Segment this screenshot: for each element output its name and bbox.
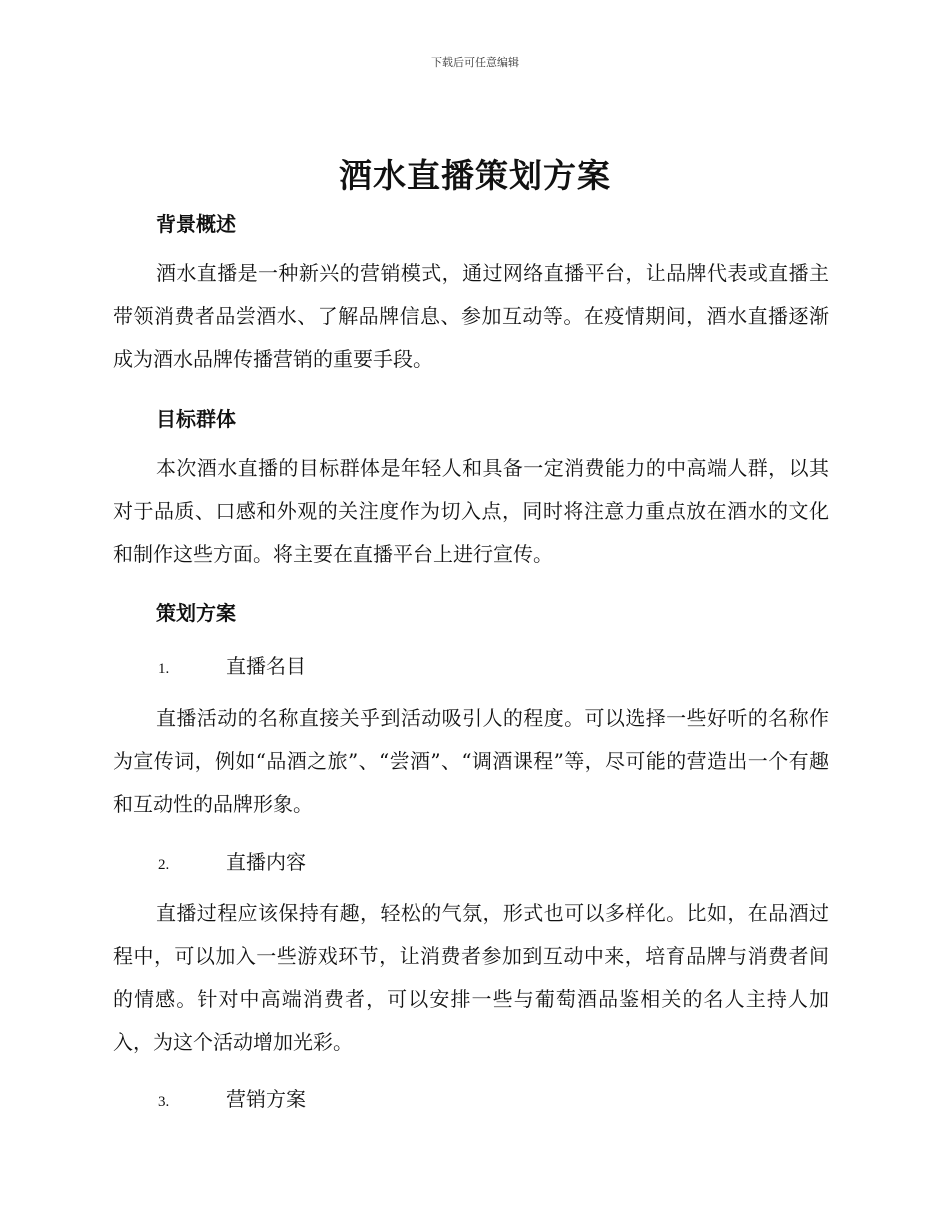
list-item-title: 直播名目 (226, 654, 306, 678)
list-number: 3. (158, 1094, 170, 1110)
section-heading-target-group: 目标群体 (156, 407, 236, 431)
list-item-title: 营销方案 (226, 1087, 306, 1111)
paragraph-background: 酒水直播是一种新兴的营销模式，通过网络直播平台，让品牌代表或直播主带领消费者品尝酒水、了解品牌信息、参加互动等。在疫情期间，酒水直播逐渐成为酒水品牌传播营销的重要手段。 (113, 261, 829, 371)
paragraph-live-name: 直播活动的名称直接关乎到活动吸引人的程度。可以选择一些好听的名称作为宣传词，例如“品酒之旅”、“尝酒”、“调酒课程”等，尽可能的营造出一个有趣和互动性的品牌形象。 (113, 706, 829, 816)
paragraph-live-content: 直播过程应该保持有趣，轻松的气氛，形式也可以多样化。比如，在品酒过程中，可以加入一些游戏环节，让消费者参加到互动中来，培育品牌与消费者间的情感。针对中高端消费者，可以安排一些与葡萄酒品鉴相关的名人主持人加入，为这个活动增加光彩。 (113, 901, 829, 1054)
list-item-2 (158, 846, 306, 875)
list-item-1 (158, 650, 306, 679)
paragraph-target-group: 本次酒水直播的目标群体是年轻人和具备一定消费能力的中高端人群，以其对于品质、口感和外观的关注度作为切入点，同时将注意力重点放在酒水的文化和制作这些方面。将主要在直播平台上进行宣传。 (113, 456, 829, 566)
section-heading-plan: 策划方案 (156, 601, 236, 625)
list-number: 2. (158, 857, 170, 873)
document-title: 酒水直播策划方案 (339, 156, 611, 195)
list-item-3 (158, 1083, 306, 1112)
section-heading-background: 背景概述 (156, 212, 236, 236)
list-number: 1. (158, 661, 170, 677)
header-note: 下载后可任意编辑 (431, 56, 519, 69)
list-item-title: 直播内容 (226, 850, 306, 874)
